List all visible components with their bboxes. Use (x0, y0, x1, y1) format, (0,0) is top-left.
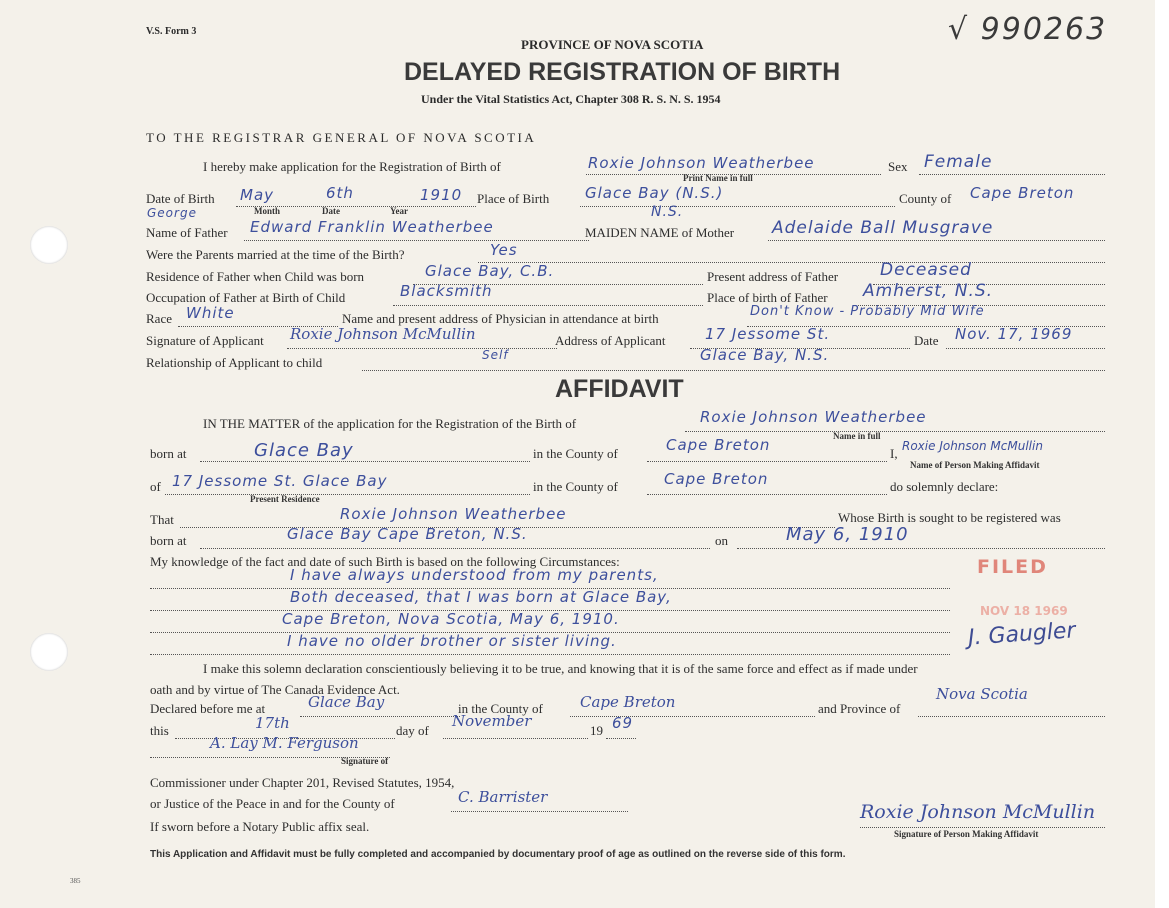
province-value: Nova Scotia (936, 685, 1028, 703)
page-edge (1155, 0, 1169, 908)
relationship-label: Relationship of Applicant to child (146, 355, 323, 370)
registration-number: √ 990263 (948, 12, 1108, 47)
decl-county-value: Cape Breton (580, 693, 676, 711)
sex-label: Sex (888, 159, 908, 174)
married-value: Yes (490, 241, 518, 259)
affiant-name: Roxie Johnson McMullin (902, 439, 1043, 453)
dob-day: 6th (326, 184, 354, 202)
on-label: on (715, 533, 728, 548)
relationship-value: Self (482, 348, 509, 362)
province-heading: PROVINCE OF NOVA SCOTIA (521, 37, 704, 52)
born-at-label: born at (150, 446, 187, 461)
father-label: Name of Father (146, 225, 228, 240)
footer-note: This Application and Affidavit must be fully completed and accompanied by documentary proof of age as outlined on the reverse side of this form. (150, 849, 846, 860)
county-label-3: in the County of (533, 479, 618, 494)
this-label: this (150, 723, 169, 738)
residence-caption: Present Residence (250, 494, 320, 504)
circumstance-line: I have always understood from my parents, (290, 566, 659, 584)
born-at-label-2: born at (150, 533, 187, 548)
pob-value-2: N.S. (651, 204, 684, 220)
county-value: Cape Breton (970, 184, 1075, 202)
dob-month: May (240, 186, 275, 204)
dob-label: Date of Birth (146, 191, 215, 206)
to-registrar: TO THE REGISTRAR GENERAL OF NOVA SCOTIA (146, 130, 537, 145)
date-value: Nov. 17, 1969 (955, 325, 1073, 343)
signature-caption: Signature of (341, 756, 389, 766)
dob-day-caption: Date (322, 206, 340, 216)
that-label: That (150, 512, 174, 527)
res-father-value: Glace Bay, C.B. (425, 262, 555, 280)
affiant-signature-caption: Signature of Person Making Affidavit (894, 829, 1039, 839)
address-value-2: Glace Bay, N.S. (700, 346, 830, 364)
race-value: White (186, 304, 235, 322)
day-label: day of (396, 723, 429, 738)
sex-value: Female (924, 152, 993, 172)
father-birthplace-value: Amherst, N.S. (863, 281, 994, 301)
punch-hole (30, 633, 68, 671)
form-subtitle: Under the Vital Statistics Act, Chapter 308 R. S. N. S. 1954 (421, 92, 721, 106)
matter-value: Roxie Johnson Weatherbee (700, 408, 927, 426)
notary-line: If sworn before a Notary Public affix seal. (150, 819, 370, 834)
born-at-value-2: Glace Bay Cape Breton, N.S. (287, 525, 528, 543)
father-first: George (147, 206, 197, 220)
physician-value: Don't Know - Probably Mid Wife (750, 304, 985, 319)
born-at-value: Glace Bay (254, 440, 354, 461)
circumstance-line: I have no older brother or sister living. (287, 632, 617, 650)
circumstance-line: Both deceased, that I was born at Glace Bay, (290, 588, 672, 606)
affidavit-heading: AFFIDAVIT (555, 375, 684, 403)
print-name-caption: Print Name in full (683, 173, 753, 183)
declare-label: do solemnly declare: (890, 479, 999, 494)
circumstance-line: Cape Breton, Nova Scotia, May 6, 1910. (282, 610, 620, 628)
footer-code: 385 (70, 877, 81, 885)
commissioner-line: Commissioner under Chapter 201, Revised Statutes, 1954, (150, 775, 455, 790)
maiden-label: MAIDEN NAME of Mother (585, 225, 735, 240)
month-value: November (452, 712, 532, 730)
year-value: 69 (612, 714, 634, 732)
address-label: Address of Applicant (555, 333, 666, 348)
pob-label: Place of Birth (477, 191, 550, 206)
affidavit-county: Cape Breton (666, 436, 771, 454)
race-label: Race (146, 311, 172, 326)
filed-stamp-date: NOV 18 1969 (980, 604, 1068, 618)
affiant-caption: Name of Person Making Affidavit (910, 460, 1040, 470)
affidavit-county-2: Cape Breton (664, 470, 769, 488)
child-name: Roxie Johnson Weatherbee (588, 154, 815, 172)
dob-year: 1910 (420, 186, 463, 204)
physician-label: Name and present address of Physician in attendance at birth (342, 311, 659, 326)
day-value: 17th (255, 714, 290, 732)
knowledge-label: My knowledge of the fact and date of such Birth is based on the following Circumstances: (150, 554, 620, 569)
signature-label: Signature of Applicant (146, 333, 264, 348)
justice-line: or Justice of the Peace in and for the County of (150, 796, 395, 811)
dob-year-caption: Year (390, 206, 408, 216)
registrar-initials: J. Gaugler (967, 618, 1077, 651)
affiant-signature: Roxie Johnson McMullin (860, 801, 1096, 823)
name-caption: Name in full (833, 431, 881, 441)
solemn-line-2: oath and by virtue of The Canada Evidence Act. (150, 682, 400, 697)
form-title: DELAYED REGISTRATION OF BIRTH (404, 58, 841, 86)
justice-county: C. Barrister (458, 788, 548, 806)
whose-birth-label: Whose Birth is sought to be registered was (838, 510, 1061, 525)
present-father-label: Present address of Father (707, 269, 839, 284)
of-label: of (150, 479, 161, 494)
county-label-2: in the County of (533, 446, 618, 461)
punch-hole (30, 226, 68, 264)
married-label: Were the Parents married at the time of the Birth? (146, 247, 405, 262)
declared-label: Declared before me at (150, 701, 266, 716)
that-value: Roxie Johnson Weatherbee (340, 505, 567, 523)
occupation-value: Blacksmith (400, 282, 493, 300)
province-label: and Province of (818, 701, 901, 716)
res-father-label: Residence of Father when Child was born (146, 269, 365, 284)
year-prefix: 19 (590, 723, 603, 738)
father-name: Edward Franklin Weatherbee (250, 218, 494, 236)
filed-stamp: FILED (977, 556, 1048, 578)
decl-county-label: in the County of (458, 701, 543, 716)
present-father-value: Deceased (880, 260, 972, 280)
declared-value: Glace Bay (308, 693, 385, 711)
date-label: Date (914, 333, 939, 348)
commissioner-signature: A. Lay M. Ferguson (210, 734, 359, 752)
occupation-label: Occupation of Father at Birth of Child (146, 290, 346, 305)
applicant-signature: Roxie Johnson McMullin (290, 325, 476, 343)
solemn-line-1: I make this solemn declaration conscientiously believing it to be true, and knowing that it is of the same force and effect as if made under (203, 661, 918, 676)
i-label: I, (890, 446, 898, 461)
intro-label: I hereby make application for the Registration of Birth of (203, 159, 501, 174)
address-value: 17 Jessome St. (705, 325, 831, 343)
matter-label: IN THE MATTER of the application for the Registration of the Birth of (203, 416, 577, 431)
pob-value: Glace Bay (N.S.) (585, 184, 724, 202)
form-number: V.S. Form 3 (146, 26, 197, 37)
residence-value: 17 Jessome St. Glace Bay (172, 472, 388, 490)
dob-month-caption: Month (254, 206, 281, 216)
father-birthplace-label: Place of birth of Father (707, 290, 828, 305)
county-label: County of (899, 191, 952, 206)
mother-name: Adelaide Ball Musgrave (772, 218, 994, 238)
on-value: May 6, 1910 (786, 524, 909, 545)
